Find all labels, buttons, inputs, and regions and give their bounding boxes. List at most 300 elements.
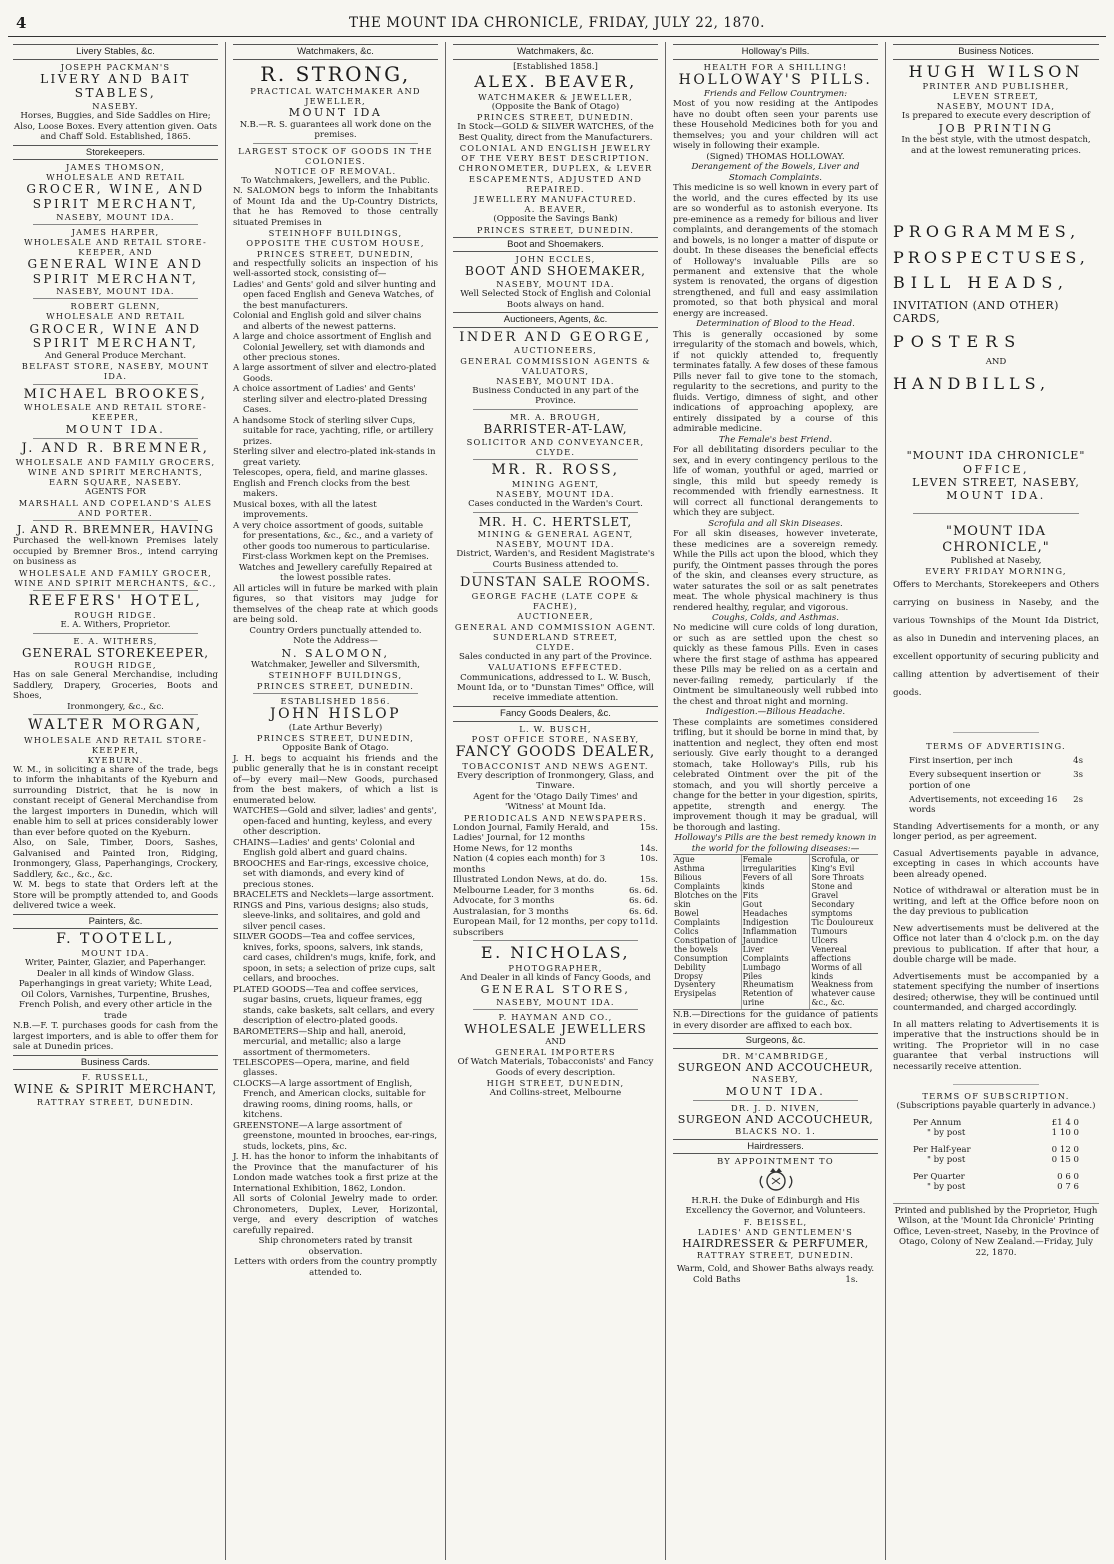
beaver-opposite: (Opposite the Bank of Otago) <box>491 101 620 112</box>
rate-label: First insertion, per inch <box>909 755 1013 766</box>
sub-row <box>913 1172 1079 1182</box>
fache-place: CLYDE. <box>535 641 576 652</box>
paper-price: 6s. 6d. <box>628 885 658 896</box>
paper-row <box>453 854 658 875</box>
blood-body: This is generally occasioned by some irregularity of the stomach and bowels, which, if not quickly attended to, frequently terminates fatally. A few doses of these famous Pills never fail to give tone to the stomach, regularity to the secretions, and purity to the fluids. Vertigo, dimness of sight, and other indications of approaching apoplexy, are entirely dissipated by a course of this admirable medicine. <box>673 329 879 435</box>
disease: Asthma <box>674 864 705 874</box>
mccambridge-name: DR. M'CAMBRIDGE, <box>722 1050 829 1061</box>
masthead: THE MOUNT IDA CHRONICLE, FRIDAY, JULY 22, 1870. <box>348 15 766 31</box>
terms-subscription: TERMS OF SUBSCRIPTION. <box>922 1091 1070 1102</box>
divider <box>33 590 198 591</box>
holloway-nb: N.B.—Directions for the guidance of patients in every disorder are affixed to each box. <box>673 1010 878 1031</box>
stock-item: A large assortment of silver and electro-plated Goods. <box>233 363 437 384</box>
wilson-name: HUGH WILSON <box>908 61 1084 81</box>
prospectuses: PROSPECTUSES, <box>893 247 1089 267</box>
diseases-column-c <box>810 855 878 1009</box>
brookes-kind: WHOLESALE AND RETAIL STORE-KEEPER, <box>23 402 208 423</box>
cough-body: No medicine will cure colds of long duration, or such as are settled upon the chest so quickly as these famous Pills. Even in cases where the first stage of asthma has appeared these Pills may be relied on as a certain and never-failing remedy, particularly if the Ointment be simultaneously well rubbed into the chest and throat night and morning. <box>673 623 878 707</box>
published: Published at Naseby, <box>950 555 1042 566</box>
bremner-name: J. AND R. BREMNER, <box>21 441 210 456</box>
section-surgeons: Surgeons, &c. <box>673 1033 878 1049</box>
all-matters: In all matters relating to Advertisements it is imperative that the instructions should be in writing. The Proprietor will in no case guarantee that verbal instructions will necessarily receive attention. <box>893 1019 1099 1072</box>
beaver-opposite-2: (Opposite the Savings Bank) <box>493 214 618 225</box>
spacer <box>893 399 1099 449</box>
rate-price: 2s <box>1073 794 1083 805</box>
column-5 <box>886 42 1106 1560</box>
rate-row <box>909 795 1083 816</box>
busch-body: Every description of Ironmongery, Glass, and Tinware. <box>457 770 654 792</box>
divider <box>473 940 638 941</box>
withdrawal: Notice of withdrawal or alteration must be in writing, and left at the Office before noon on the day previous to publication <box>893 886 1099 918</box>
spacer <box>893 156 1099 216</box>
inder-body: Business Conducted in any part of the Province. <box>472 385 639 407</box>
section-watchmakers: Watchmakers, &c. <box>233 44 438 60</box>
eccles-name: JOHN ECCLES, <box>515 254 596 265</box>
disease: Dropsy <box>674 971 703 981</box>
paper-price: 15s. <box>639 822 658 833</box>
wilson-street: LEVEN STREET, <box>953 91 1039 102</box>
nicholas-title: PHOTOGRAPHER, <box>508 962 603 973</box>
fache-street: SUNDERLAND STREET, <box>492 631 619 642</box>
sub-price: 0 7 6 <box>1057 1182 1079 1193</box>
beissel-title: HAIRDRESSER & PERFUMER, <box>682 1236 869 1250</box>
divider <box>953 732 1039 733</box>
holloway-signed: (Signed) THOMAS HOLLOWAY. <box>706 151 845 162</box>
hertslet-place: NASEBY, MOUNT IDA. <box>496 539 615 550</box>
morgan-body-3: W. M. begs to state that Orders left at the Store will be promptly attended to, and Goods delivered twice a week. <box>13 880 218 912</box>
section-storekeepers: Storekeepers. <box>13 145 218 161</box>
dunstan-title: DUNSTAN SALE ROOMS. <box>459 575 652 591</box>
harper-title: GENERAL WINE AND SPIRIT MERCHANT, <box>27 256 204 286</box>
friends-heading: Friends and Fellow Countrymen: <box>703 88 848 99</box>
periodicals: PERIODICALS AND NEWSPAPERS. <box>463 812 648 823</box>
crest-icon <box>756 1166 796 1192</box>
hislop-item: BRACELETS and Necklets—large assortment. <box>233 890 434 901</box>
stock-item: Telescopes, opera, field, and marine glasses. <box>233 468 428 479</box>
stock-item: English and French clocks from the best makers. <box>233 478 410 500</box>
paper-name: Australasian, for 3 months <box>453 906 569 917</box>
disease: Fevers of all kinds <box>742 873 793 891</box>
hislop-item: CHAINS—Ladies' and gents' Colonial and English gold albert and guard chains. <box>233 837 416 859</box>
eccles-body: Well Selected Stock of English and Colonial Boots always on hand. <box>460 289 651 310</box>
disease: &c., &c. <box>811 998 845 1008</box>
divider <box>33 438 198 439</box>
section-painters: Painters, &c. <box>13 914 218 930</box>
hislop-item: PLATED GOODS—Tea and coffee services, sugar basins, cruets, liqueur frames, egg stands, cake baskets, salt cellars, and every description of electro-plated goods. <box>233 984 435 1027</box>
niven-place: BLACKS NO. 1. <box>735 1126 816 1137</box>
disease: Gout <box>742 899 763 909</box>
busch-store: POST OFFICE STORE, NASEBY, <box>471 733 640 744</box>
hayman-street: HIGH STREET, DUNEDIN, <box>486 1078 625 1089</box>
notice-removal: NOTICE OF REMOVAL. <box>274 165 397 176</box>
stock-item: Colonial and English gold and silver chains and alberts of the newest patterns. <box>233 311 422 332</box>
glenn-kind: WHOLESALE AND RETAIL <box>46 311 185 322</box>
brough-place: CLYDE. <box>535 446 576 457</box>
withers-place: ROUGH RIDGE, <box>74 660 157 671</box>
stock-list <box>233 280 438 553</box>
section-fancy-goods: Fancy Goods Dealers, &c. <box>453 706 658 722</box>
harper-place: NASEBY, MOUNT IDA. <box>56 286 175 297</box>
morgan-name: WALTER MORGAN, <box>28 717 203 734</box>
disease: Weakness from whatever cause <box>811 980 875 999</box>
holloway-title: HOLLOWAY'S PILLS. <box>678 71 873 88</box>
beaver-title: WATCHMAKER & JEWELLER, <box>478 91 633 102</box>
inder-place: NASEBY, MOUNT IDA. <box>496 375 615 386</box>
brookes-name: MICHAEL BROOKES, <box>23 386 208 402</box>
sub-label: " by post <box>927 1128 966 1139</box>
paper-price: 15s. <box>639 875 658 886</box>
busch-agent: Agent for the 'Otago Daily Times' and 'Witness' at Mount Ida. <box>473 791 638 813</box>
eccles-title: BOOT AND SHOEMAKER, <box>465 264 646 279</box>
thomson-kind: WHOLESALE AND RETAIL <box>46 172 185 183</box>
reefers-prop: E. A. Withers, Proprietor. <box>60 620 171 631</box>
bremner-kind: WHOLESALE AND FAMILY GROCERS, WINE AND SPIRIT MERCHANTS, <box>15 456 216 477</box>
hertslet-body: District, Warden's, and Resident Magistrate's Courts Business attended to. <box>456 549 655 570</box>
royal-crest-icon <box>673 1166 878 1195</box>
stock-item: A handsome Stock of sterling silver Cups, suitable for race, yachting, rifle, or artillery prizes. <box>233 415 434 447</box>
wilson-place: NASEBY, MOUNT IDA, <box>936 101 1056 112</box>
job-printing: JOB PRINTING <box>938 121 1054 135</box>
divider <box>473 1009 638 1010</box>
rate-price: 3s <box>1073 770 1083 781</box>
disease: Retention of urine <box>742 989 793 1008</box>
salomon-name: N. SALOMON, <box>281 646 390 660</box>
sub-row <box>913 1145 1079 1155</box>
by-appointment: BY APPOINTMENT TO <box>717 1156 834 1167</box>
invitation-cards: INVITATION (AND OTHER) CARDS, <box>893 298 1059 326</box>
cold-baths-label: Cold Baths <box>693 1274 741 1285</box>
rate-row <box>909 770 1083 791</box>
morgan-body-2: Also, on Sale, Timber, Doors, Sashes, Galvanised and Painted Iron, Ridging, Ironmongery, Glass, Paperhangings, Crockery, Saddlery, &c., &c., &c. <box>13 838 218 880</box>
rate-price: 4s <box>1073 755 1083 766</box>
reefers-place: ROUGH RIDGE. <box>74 610 157 621</box>
divider <box>33 298 198 299</box>
glenn-extra: And General Produce Merchant. <box>44 350 187 361</box>
derange-heading: Derangement of the Bowels, Liver and Stomach Complaints. <box>691 162 860 183</box>
offers: Offers to Merchants, Storekeepers and Others carrying on business in Naseby, and the various Townships of the Mount Ida District, as also in Dunedin and intervening places, an excellent opportunity of securing publicity and calling attention by advertisement of their goods. <box>893 580 1099 699</box>
disease: Stone and Gravel <box>811 881 853 900</box>
busch-sub: TOBACCONIST AND NEWS AGENT. <box>462 760 649 771</box>
accompanied: Advertisements must be accompanied by a statement specifying the number of insertions desired; otherwise, they will be continued until countermanded, and charged accordingly. <box>893 971 1099 1014</box>
paper-row <box>453 896 658 906</box>
fache-body: Sales conducted in any part of the Province. <box>458 651 653 662</box>
terms-advertising: TERMS OF ADVERTISING. <box>926 741 1066 752</box>
disease: Secondary symptoms <box>811 899 855 918</box>
russell-place: RATTRAY STREET, DUNEDIN. <box>36 1097 195 1108</box>
beissel-name: F. BEISSEL, <box>743 1216 808 1227</box>
disease: Ague <box>674 855 695 865</box>
country-orders: Country Orders punctually attended to. <box>249 625 422 636</box>
hislop-ship: Ship chronometers rated by transit observation. <box>258 1236 413 1257</box>
beaver-stock: In Stock—GOLD & SILVER WATCHES, of the Best Quality, direct from the Manufacturers. <box>457 122 654 143</box>
thomson-place: NASEBY, MOUNT IDA. <box>56 211 175 222</box>
diseases-column-a <box>673 855 742 1009</box>
strong-place: MOUNT IDA <box>288 106 383 120</box>
nicholas-stores: GENERAL STORES, <box>480 983 631 997</box>
marked-prices: All articles will in future be marked with plain figures, so that visitors may judge for themselves of the cheap rate at which goods are being sold. <box>233 583 438 626</box>
sub-label: Per Half-year <box>913 1144 971 1155</box>
disease: Sore Throats <box>811 873 864 883</box>
skin-body: For all skin diseases, however inveterate, these medicines are a sovereign remedy. While the Pills act upon the blood, which they purify, the Ointment passes through the pores of the skin, and cleanses every structure, as water saturates the soil or as salt penetrates meat. The whole physical machinery is thus rendered healthy, regular, and vigorous. <box>673 529 878 613</box>
paper-name: Advocate, for 3 months <box>453 896 555 907</box>
and: AND <box>985 357 1007 368</box>
rate-label: Advertisements, not exceeding 16 words <box>909 794 1058 816</box>
established-1856: ESTABLISHED 1856. <box>280 695 391 706</box>
inder-name: INDER AND GEORGE, <box>459 329 652 345</box>
divider <box>33 714 198 715</box>
hislop-item: BROOCHES and Ear-rings, excessive choice, set with diamonds, and every kind of precious stones. <box>233 858 429 890</box>
ross-name: MR. R. ROSS, <box>491 461 620 478</box>
hislop-opposite: Opposite Bank of Otago. <box>282 743 389 754</box>
divider <box>893 1203 1099 1204</box>
cold-baths-row <box>673 1275 878 1285</box>
cough-heading: Coughs, Colds, and Asthmas. <box>712 612 839 623</box>
hislop-item: SILVER GOODS—Tea and coffee services, knives, forks, spoons, salvers, ink stands, card cases, children's mugs, knife, fork, and spoon, in sets; a selection of prize cups, salt cellars, and brooches. <box>233 932 436 985</box>
divider <box>913 513 1079 514</box>
paper-name: Melbourne Leader, for 3 months <box>453 885 595 896</box>
largest-stock: LARGEST STOCK OF GOODS IN THE COLONIES. <box>238 145 433 166</box>
hislop-item: WATCHES—Gold and silver, ladies' and gents', open-faced and hunting, keyless, and every other description. <box>233 806 437 838</box>
divider <box>33 384 198 385</box>
disease: Bilious Complaints <box>674 873 721 891</box>
inder-agents: GENERAL COMMISSION AGENTS & VALUATORS, <box>460 355 651 376</box>
chronicle-title: "MOUNT IDA CHRONICLE," <box>942 523 1050 555</box>
to-trade: To Watchmakers, Jewellers, and the Public. <box>241 175 430 186</box>
communications: Communications, addressed to L. W. Busch, Mount Ida, or to "Dunstan Times" Office, will receive immediate attention. <box>457 672 654 704</box>
hayman-title: WHOLESALE JEWELLERS <box>464 1022 647 1037</box>
every-friday: EVERY FRIDAY MORNING, <box>925 565 1067 576</box>
strong-nb: N.B.—R. S. guarantees all work done on the premises. <box>239 119 432 141</box>
sub-price: 0 6 0 <box>1057 1171 1079 1182</box>
disease: Dysentery <box>674 980 716 990</box>
glenn-place: BELFAST STORE, NASEBY, MOUNT IDA. <box>21 361 210 382</box>
disease: Bowel Complaints <box>674 908 721 927</box>
health-shilling: HEALTH FOR A SHILLING! <box>703 61 848 72</box>
sub-row <box>913 1182 1079 1192</box>
disease: Indigestion <box>742 917 789 927</box>
disease: Ulcers <box>811 935 838 945</box>
bremner2-body: Purchased the well-known Premises lately occupied by Bremner Bros., intend carrying on business as <box>13 536 218 568</box>
hertslet-title: MINING & GENERAL AGENT, <box>477 529 634 540</box>
disease: Colics <box>674 926 699 936</box>
hislop-jewelry: All sorts of Colonial Jewelry made to order. Chronometers, Duplex, Lever, Horizontal, verge, and every description of watches carefully repaired. <box>233 1194 438 1236</box>
divider <box>253 143 418 144</box>
repaired: Watches and Jewellery carefully Repaired at the lowest possible rates. <box>238 562 433 584</box>
section-hairdressers: Hairdressers. <box>673 1139 878 1155</box>
fache-title: AUCTIONEER, <box>517 611 594 622</box>
sub-row <box>913 1118 1079 1128</box>
russell-name: F. RUSSELL, <box>81 1072 150 1083</box>
section-watchmakers-2: Watchmakers, &c. <box>453 44 658 60</box>
disease: Headaches <box>742 908 788 918</box>
eccles-place: NASEBY, MOUNT IDA. <box>496 278 615 289</box>
divider <box>473 512 638 513</box>
mccambridge-place-2: MOUNT IDA. <box>725 1084 826 1098</box>
hayman-melbourne: And Collins-street, Melbourne <box>489 1088 622 1099</box>
sub-row <box>913 1128 1079 1138</box>
bremner-place: EARN SQUARE, NASEBY. <box>49 477 182 488</box>
casual: Casual Advertisements payable in advance, excepting in cases in which accounts have been already opened. <box>893 848 1099 880</box>
style: In the best style, with the utmost despatch, and at the lowest remunerating prices. <box>901 135 1091 156</box>
bremner-ales: MARSHALL AND COPELAND'S ALES AND PORTER. <box>18 497 213 518</box>
paper-row <box>453 886 658 896</box>
salomon-trade: Watchmaker, Jeweller and Silversmith, <box>251 659 420 670</box>
column-2 <box>226 42 446 1560</box>
prepared: Is prepared to execute every description of <box>901 111 1091 122</box>
sub-price: 0 15 0 <box>1051 1155 1079 1166</box>
harper-name: JAMES HARPER, <box>71 226 160 237</box>
beaver-sig: A. BEAVER, <box>524 203 587 214</box>
brough-title: BARRISTER-AT-LAW, <box>483 421 628 436</box>
hayman-name: P. HAYMAN AND CO., <box>498 1011 613 1022</box>
subscriptions-list <box>893 1118 1099 1193</box>
indigestion-body: These complaints are sometimes considered trifling, but it should be borne in mind that, by inattention and neglect, they often end most seriously. Give early thought to a deranged stomach, take Holloway's Pills, rub his celebrated Ointment over the pit of the stomach, and you will shortly perceive a change for the better in your digestion, spirits, appetite, strength and energy. The improvement though it may be gradual, will be thorough and lasting. <box>673 717 878 833</box>
disease: Worms of all kinds <box>811 962 863 981</box>
valuations: VALUATIONS EFFECTED. <box>488 662 623 673</box>
stock-item: A very choice assortment of goods, suitable for presentations, &c., &c., and a variety of other goods too numerous to particularise. <box>233 520 433 552</box>
thomson-title: GROCER, WINE, AND SPIRIT MERCHANT, <box>26 182 205 211</box>
hislop-item: BAROMETERS—Ship and hall, aneroid, mercurial, and metallic; also a large assortment of thermometers. <box>233 1026 406 1058</box>
beissel-place: RATTRAY STREET, DUNEDIN. <box>696 1250 855 1261</box>
wilson-title: PRINTER AND PUBLISHER, <box>922 81 1070 92</box>
paper-price: 10s. <box>639 854 658 865</box>
hislop-late: (Late Arthur Beverly) <box>288 722 383 733</box>
hayman-body: Of Watch Materials, Tobacconists' and Fancy Goods of every description. <box>457 1057 654 1078</box>
hislop-item: GREENSTONE—A large assortment of greenstone, mounted in brooches, ear-rings, studs, lockets, pins, &c. <box>233 1120 438 1152</box>
chronometer: CHRONOMETER, DUPLEX, & LEVER ESCAPEMENTS, ADJUSTED AND REPAIRED. <box>458 163 653 194</box>
divider <box>473 459 638 460</box>
beaver-street: PRINCES STREET, DUNEDIN. <box>476 112 635 123</box>
bremner2-title: WHOLESALE AND FAMILY GROCER, WINE AND SPIRIT MERCHANTS, &C., <box>14 567 217 588</box>
nicholas-name: E. NICHOLAS, <box>480 943 631 963</box>
paper-name: Illustrated London News, at do. do. <box>453 875 608 886</box>
stock-item: Ladies' and Gents' gold and silver hunting and open faced English and Geneva Watches, of the best manufacturers. <box>233 279 436 311</box>
tootell-place: MOUNT IDA. <box>81 948 150 959</box>
divider <box>33 224 198 225</box>
female-body: For all debilitating disorders peculiar to the sex, and in every contingency perilous to the life of woman, youthful or aged, married or single, this mild but speedy remedy is recommended with friendly earnestness. It will correct all functional derangements to which they are subject. <box>673 445 878 519</box>
disease: Jaundice <box>742 935 778 945</box>
stock-item: A large and choice assortment of English and Colonial Jewellery, set with diamonds and other precious stones. <box>233 332 432 363</box>
tootell-name: F. TOOTELL, <box>56 931 175 948</box>
rate-label: Every subsequent insertion or portion of one <box>909 770 1041 791</box>
hislop-item: TELESCOPES—Opera, marine, and field glasses. <box>233 1057 410 1079</box>
sub-label: " by post <box>927 1155 966 1166</box>
tootell-trade: Writer, Painter, Glazier, and Paperhanger. Dealer in all kinds of Window Glass. Paperhangings in great variety; White Lead, Oil Colors, Varnishes, Turpentine, Brushes, French Polish, and every other article in the trade <box>18 958 213 1021</box>
paper-name: European Mail, for 12 months, per copy to subscribers <box>453 917 639 938</box>
disease: Piles <box>742 971 763 981</box>
ross-place: NASEBY, MOUNT IDA. <box>496 488 615 499</box>
paper-name: Nation (4 copies each month) for 3 months <box>453 854 606 875</box>
niven-title: SURGEON AND ACCOUCHEUR, <box>677 1113 874 1127</box>
withers-body: Has on sale General Merchandise, including Saddlery, Drapery, Groceries, Boots and Shoes, <box>13 670 218 702</box>
hislop-item: RINGS and Pins, various designs; also studs, sleeve-links, and solitaires, and gold and silver pencil cases. <box>233 900 429 932</box>
divider <box>253 693 418 694</box>
section-holloway: Holloway's Pills. <box>673 44 878 60</box>
hislop-item: CLOCKS—A large assortment of English, French, and American clocks, suitable for drawing rooms, dining rooms, halls, or kitchens. <box>233 1078 426 1121</box>
column-1 <box>6 42 226 1560</box>
hislop-body: J. H. begs to acquaint his friends and the public generally that he is in constant receipt of—by every mail—New Goods, purchased from the best makers, of which a list is enumerated below. <box>233 753 438 806</box>
fache-sub: GENERAL AND COMMISSION AGENT. <box>454 621 657 632</box>
solicits: and respectfully solicits an inspection of his well-assorted stock, consisting of— <box>233 258 438 280</box>
steinhoff-buildings: STEINHOFF BUILDINGS, <box>268 228 403 239</box>
disease: Rheumatism <box>742 980 794 990</box>
disease: Debility <box>674 962 706 972</box>
diseases-table <box>673 854 878 1010</box>
paper-name: Home News, for 12 months <box>453 843 573 854</box>
office-name: "MOUNT IDA CHRONICLE" <box>906 449 1086 463</box>
disease: Erysipelas <box>674 989 717 999</box>
paper-price: 6s. 6d. <box>628 906 658 917</box>
brookes-place: MOUNT IDA. <box>65 422 166 436</box>
disease: Blotches on the skin <box>674 890 738 909</box>
beaver-street-2: PRINCES STREET, DUNEDIN. <box>476 224 635 235</box>
sub-row <box>913 1155 1079 1165</box>
mccambridge-title: SURGEON AND ACCOUCHEUR, <box>677 1060 874 1074</box>
baths: Warm, Cold, and Shower Baths always ready. <box>676 1264 875 1275</box>
section-auctioneers: Auctioneers, Agents, &c. <box>453 312 658 328</box>
handbills: HANDBILLS, <box>893 373 1051 393</box>
disease: Inflammation <box>742 926 797 936</box>
female-heading: The Female's best Friend. <box>718 434 833 445</box>
harper-kind: WHOLESALE AND RETAIL STORE-KEEPER, AND <box>23 236 208 257</box>
sub-label: Per Quarter <box>913 1171 965 1182</box>
russell-title: WINE & SPIRIT MERCHANT, <box>13 1082 218 1097</box>
busch-name: L. W. BUSCH, <box>519 723 592 734</box>
divider <box>693 1100 858 1101</box>
page-number: 4 <box>16 14 27 32</box>
morgan-kind: WHOLESALE AND RETAIL STORE-KEEPER, <box>23 734 208 755</box>
nicholas-body: And Dealer in all kinds of Fancy Goods, and <box>460 972 651 983</box>
colonial-jewelry: COLONIAL AND ENGLISH JEWELRY OF THE VERY BEST DESCRIPTION. <box>459 143 652 164</box>
paper-row <box>453 875 658 885</box>
hislop-honor: J. H. has the honor to inform the inhabitants of the Province that the manufacturer of his London made watches took a first prize at the International Exhibition, 1862, London. <box>233 1152 438 1194</box>
column-4 <box>666 42 886 1560</box>
packman-body: Horses, Buggies, and Side Saddles on Hire; Also, Loose Boxes. Every attention given. Oats and Chaff Sold. Established, 1865. <box>13 111 217 143</box>
header-rule <box>8 36 1106 37</box>
fache-name: GEORGE FACHE (LATE COPE & FACHE), <box>471 591 640 612</box>
established-1858: [Established 1858.] <box>513 61 598 72</box>
disease: Liver Complaints <box>742 944 789 963</box>
office-street: LEVEN STREET, NASEBY, <box>912 475 1080 489</box>
opposite-custom-house: OPPOSITE THE CUSTOM HOUSE, PRINCES STREET, DUNEDIN, <box>246 238 425 259</box>
salomon-street: PRINCES STREET, DUNEDIN. <box>256 680 415 691</box>
paper-row <box>453 907 658 917</box>
sub-label: " by post <box>927 1182 966 1193</box>
rates-list <box>893 756 1099 816</box>
hertslet-name: MR. H. C. HERTSLET, <box>478 514 633 529</box>
stock-item: Musical boxes, with all the latest improvements. <box>233 499 377 521</box>
bill-heads: BILL HEADS, <box>893 273 1069 293</box>
morgan-place: KYEBURN. <box>87 754 144 765</box>
workmen: First-class Workmen kept on the Premises. <box>242 552 429 563</box>
paper-price: 14s. <box>639 843 658 854</box>
strong-name: R. STRONG, <box>260 61 411 86</box>
hislop-items <box>233 806 438 1152</box>
hislop-letters: Letters with orders from the country promptly attended to. <box>234 1257 437 1278</box>
standing: Standing Advertisements for a month, or any longer period, as per agreement. <box>893 821 1099 843</box>
columns <box>6 42 1108 1560</box>
diseases-column-b <box>742 855 811 1009</box>
paper-row <box>453 844 658 854</box>
disease: Tumours <box>811 926 848 936</box>
section-boot: Boot and Shoemakers. <box>453 237 658 253</box>
blood-heading: Determination of Blood to the Head. <box>696 319 855 330</box>
papers-list <box>453 823 658 938</box>
busch-title: FANCY GOODS DEALER, <box>455 743 656 760</box>
divider <box>33 520 198 521</box>
disease: Tic Douloureux <box>811 917 874 927</box>
glenn-title: GROCER, WINE AND SPIRIT MERCHANT, <box>29 321 202 351</box>
